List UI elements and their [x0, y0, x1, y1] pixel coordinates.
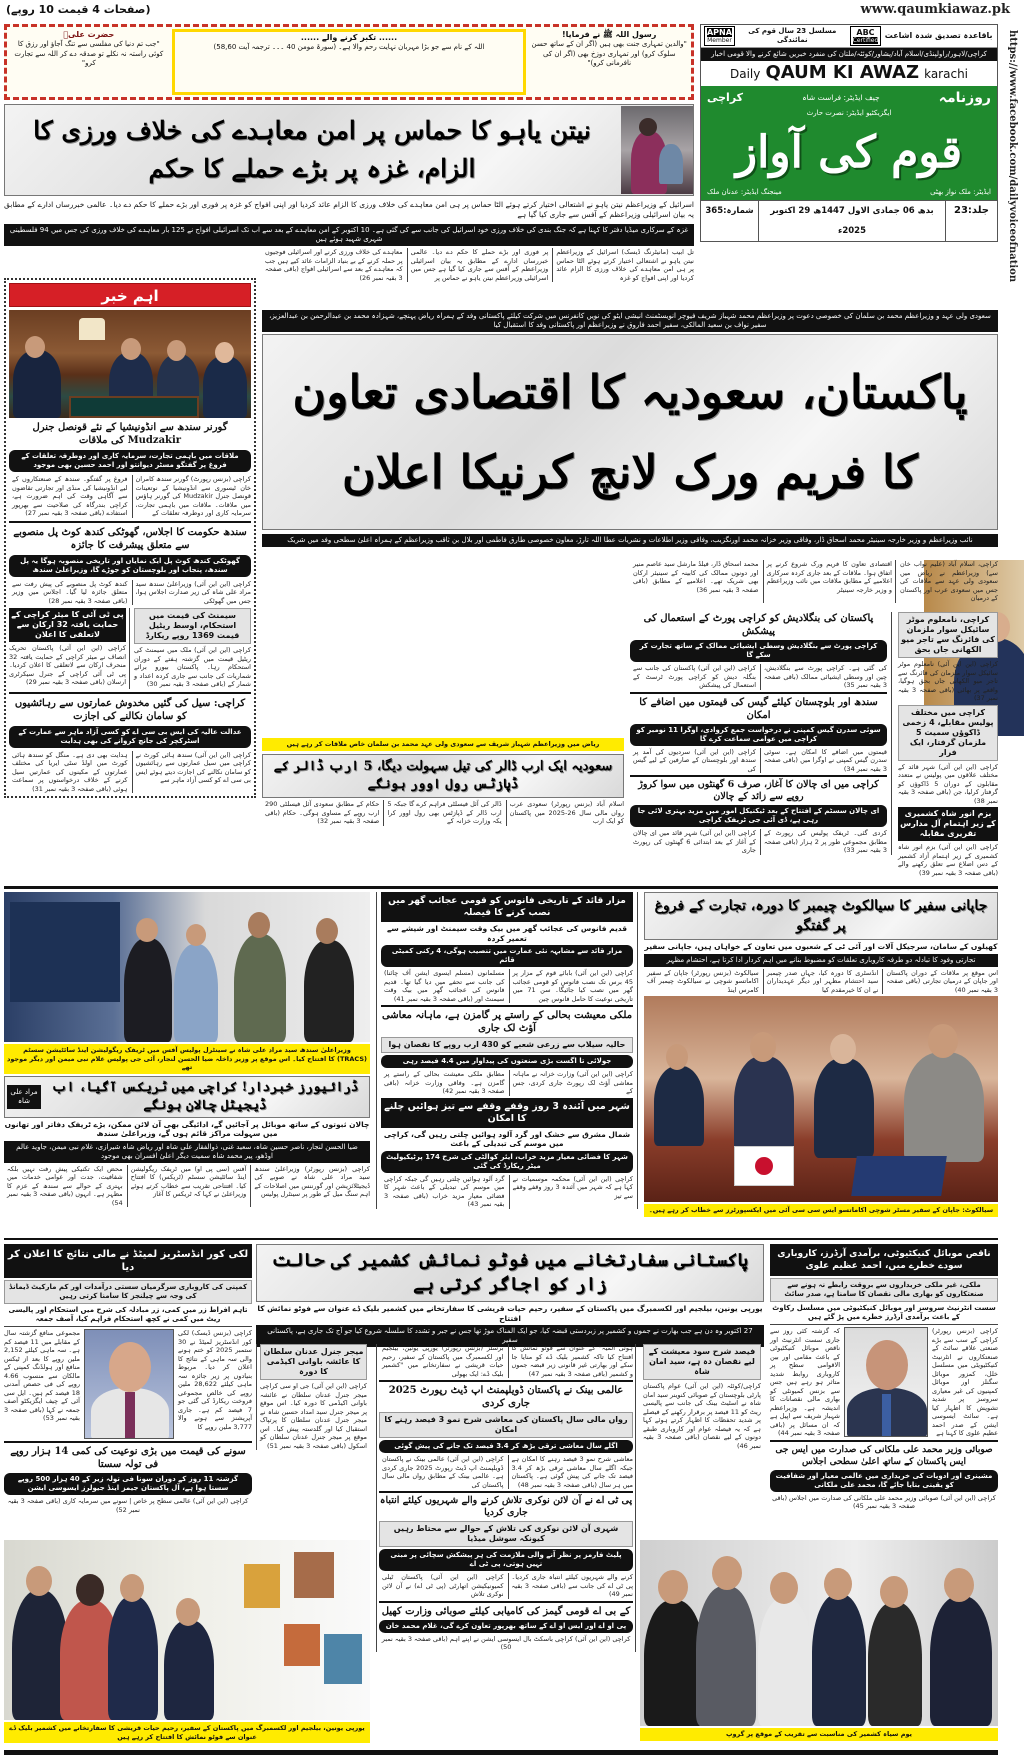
group-block: [640, 1540, 998, 1741]
pti-box-text: کراچی (این این آئی) پاکستان تحریک انصاف نے میئر کراچی کے حمایت یافتہ 32 منحرف ارکان سے لاتعلقی کا اعلان کردیا۔ پی ٹی آئی کراچی کے جنرل سیکرٹری ارسلان (باقی صفحہ 3 بقیہ نمبر 29): [9, 644, 126, 686]
group-photo: [640, 1540, 998, 1726]
lead-headline-banner: [4, 104, 694, 196]
kashmir-columns: [379, 1344, 633, 1378]
issue-date: بدھ 06 جمادی الاول 1447ھ 29 اکتوبر 2025ء: [770, 206, 934, 236]
tracs-tag: مراد علی شاہ: [7, 1085, 41, 1109]
divider: [630, 775, 887, 777]
masthead-tagline-row: [701, 25, 997, 48]
person-figure: [164, 1620, 214, 1720]
volume: جلد:23: [945, 201, 997, 241]
kashmir-headline: پاکستانی سفارتخانے میں فوٹو نمائش کشمیر کی حالت زار کو اجاگر کرتی ہے: [271, 1250, 749, 1295]
lamp: [79, 318, 105, 340]
important-news-col: کراچی (بزنس رپورٹ) گورنر سندھ کامران خان ٹیسوری سے انڈونیشیا کے نوتعینات قونصل جنرل Mudzakir کی گورنر ہاؤس میں ملاقات۔ ملاقات میں باہمی تجارت، سرمایہ کاری اور دوطرفہ تعلقات کے: [132, 475, 252, 518]
woman-head: [76, 1574, 104, 1606]
japan-columns: [644, 969, 998, 995]
website-url[interactable]: www.qaumkiawaz.pk: [860, 2, 1010, 17]
tracs-launch-photo: [4, 892, 370, 1042]
gas-bar: سوئی سدرن گیس کمپنی نے درخواست جمع کروادی، اوگرا 11 نومبر کو کراچی میں عوامی سماعت کرے گا: [630, 724, 887, 746]
divider: [9, 521, 251, 523]
lantern-col: کراچی (این این آئی) بابائے قوم کے مزار پر 45 برس تک نصب فانوس کو قومی عجائب گھر میں نصب کیا جائیگا۔ سن 71 میں تاریخی نوعیت کا حامل فانوس چین: [509, 969, 634, 1003]
section-divider: [4, 886, 998, 889]
person-head: [176, 1598, 200, 1626]
wind-bar: شہر کا فضائی معیار مزید خراب، ایئر کوالٹی کی شرح 174 پرٹیکیولیٹ میٹر ریکارڈ کی گئی: [381, 1151, 633, 1173]
quotes-strip: [4, 24, 694, 100]
lead-col: تل ابیب (مانیٹرنگ ڈیسک) اسرائیل کے وزیراعظم نیتن یاہو نے اشتعالی اختیار کرتے ہوئے الٹا حماس پر ہی امن معاہدے کی خلاف ورزی کا الزام عائد کردیا اور اپنی افواج کو غزہ: [552, 248, 694, 282]
economy-headline: ملکی معیشت بحالی کے راستے پر گامزن ہے، ماہانہ معاشی آؤٹ لک جاری: [381, 1010, 633, 1034]
right-boxes: [898, 612, 998, 877]
buildings-columns: [9, 751, 251, 794]
pti-box-title: پی ٹی آئی کا میئر کراچی کے حمایت یافتہ 32 ارکان سے لاتعلقی کا اعلان: [9, 608, 126, 642]
lead-columns: [262, 248, 694, 282]
person-head: [186, 924, 206, 946]
mobile-col-left: کہ گزشتہ کئی روز سے جاری سست انٹرنیٹ اور ناقص موبائل کنیکٹیوٹی کے باعث مقامی اور بین الاقوامی سطح پر کاروباری روابط شدید متاثر ہو رہے ہیں جس سے بزنس کمیونٹی کو بھاری مالی نقصانات کا اندیشہ ہے۔ وزیراعظم شہباز شریف سے اپیل ہے کہ ان مسائل پر (باقی صفحہ 3 بقیہ نمبر 44): [770, 1327, 840, 1437]
banner-board: [10, 902, 120, 1002]
footer-rule: [4, 1750, 998, 1755]
officer-figure: [234, 934, 286, 1042]
english-name: QAUM KI AWAZ: [765, 62, 919, 83]
divider: [4, 1441, 252, 1443]
important-news-columns: [9, 475, 251, 518]
alvi-head: [866, 1340, 908, 1390]
oil-col: ڈالر کی آئل فیسلٹی فراہم کرے گا جبکہ 5 ارب ڈالر کے ڈپازٹس بھی رول اوور کرا یکہ وزارت خزانہ کے: [383, 800, 501, 826]
echallan-headline: کراچی میں ای چالان کا آغاز، صرف 6 گھنٹوں میں سوا کروڑ روپے سے زائد کے چالان: [638, 779, 879, 802]
person-head: [167, 340, 186, 361]
executive-editor: ایگزیکٹیو ایڈیٹر: نصرت حارث: [806, 109, 892, 117]
saudi-headline: پاکستان، سعودیہ کا اقتصادی تعاون کا فریم ورک لانچ کرنیکا اعلان: [292, 365, 968, 499]
gold-headline: سونے کی قیمت میں بڑی نوعیت کی کمی 14 ہزار روپے فی تولہ سستا: [10, 1446, 246, 1470]
editor: ایڈیٹر: ملک نواز بھٹی: [930, 188, 991, 196]
person-figure: [696, 1586, 756, 1726]
divider: [630, 692, 887, 694]
wind-col: کراچی (این این آئی) محکمہ موسمیات نے کہا ہے کہ شہر میں آئندہ 3 روز وقفے وقفے سے تیز: [509, 1175, 634, 1209]
kashmir-sub: یورپی یونین، بیلجیم اور لکسمبرگ میں پاکستان کے سفیر، رحیم حیات قریشی کا سفارتخانے میں کشمیر بلیک ڈے عنوان سے فوٹو نمائش کا افتتاح: [257, 1304, 763, 1323]
mobile-sub: سست انٹرنیٹ سروسز اور موبائل کنیکٹیوٹی میں مسلسل رکاوٹ کے باعث برآمدی آرڈرز خطرے میں پڑ گئے ہیں: [770, 1304, 998, 1325]
exhibit-poster: [294, 1552, 334, 1598]
kashmir-col: برسلز (بزنس رپورٹر) یورپی یونین، بیلجیم اور لکسمبرگ میں پاکستان کے سفیر، رحیم حیات قریشی نے سفارتخانے میں "کشمیر بلیک ڈے: ایک بھولی: [382, 1344, 504, 1378]
person-head: [25, 336, 45, 358]
issue-row: [701, 200, 997, 241]
sindh-govt-headline: سندھ حکومت کا اجلاس، گھوٹکی کندھ کوٹ پل منصوبے سے متعلق پیشرفت کا جائزہ: [13, 526, 247, 551]
saudi-kicker: سعودی ولی عہد و وزیراعظم محمد بن سلمان کی خصوصی دعوت پر وزیراعظم محمد شہباز شریف فیوچر انویسٹمنٹ انیشی ایٹو کی نویں کانفرنس میں شرکت کیلئے پاکستانی وفد کے ہمراہ ریاض پہنچے، شہزادہ محمد بن عبدالرحمن بن عبدالعزیز، سفیر نواف بن سعید المالکی، سفیر احمد فاروق نے وزیراعظم اور پاکستانی وفد کا استقبال کیا: [262, 310, 998, 332]
person-head: [215, 342, 234, 363]
lucky-col-right: کراچی (بزنس ڈیسک) لکی کور انڈسٹریز لمیٹڈ نے 30 ستمبر 2025 کو ختم ہونے والی سہ ماہی کے نتائج کا اعلان کر دیا۔ مربوط بنیادوں پر زیر جائزہ سہ ماہی کیلئے 28,622 ملین روپے کی خالص مجموعی فروخت ریکارڈ کی گئی جو 7 فیصد کم ہے۔ جاری آپریشنز سے ہونے والا 3,777 ملین روپے کا: [178, 1329, 252, 1431]
important-news-bar: ملاقات میں باہمی تجارت، سرمایہ کاری اور دوطرفہ تعلقات کے فروغ پر گفتگو مسٹر دیوانتو اور احمد حسین بھی موجود: [9, 450, 251, 472]
tracs-col: آفس (سی پی او) میں ٹریفک ریگولیشن اینڈ سائٹیشن سسٹم (ٹریکس) کا افتتاح کیا۔ افتتاحی تقریب سے خطاب کرتے ہوئے وزیراعلیٰ نے کہا کہ ٹریکس کا آغاز: [127, 1165, 247, 1208]
important-news-label: اہم خبر: [9, 283, 251, 307]
lead-summary: اسرائیل کے وزیراعظم نیتن یاہو نے اشتعالی اختیار کرتے ہوئے الٹا حماس پر ہی امن معاہدے کی خلاف ورزی کا الزام عائد کردیا اور اپنی افواج کو غزہ پر فوری اور بڑے حملے کا حکم دے دیا۔ عالمی خبررساں ادارے کے مطابق یہ بیان اسرائیلی وزیراعظم کے آفس سے جاری کیا گیا ہے: [4, 200, 694, 219]
mobile-col-right: کراچی (بزنس رپورٹر) کراچی کے سب سے بڑے صنعتی علاقے سائٹ کے صنعتکاروں نے انٹرنیٹ کنیکٹیویٹی میں مسلسل خلل، کمزور موبائل سگنلز اور موبائل کمپنیوں کی غیر معیاری سروسز پر شدید تشویش کا اظہار کیا ہے۔ سائٹ ایسوسی ایشن کے صدر احمد عظیم علوی کا کہنا ہے: [932, 1327, 998, 1437]
makhdoom-bar: مشینری اور ادویات کی خریداری میں عالمی معیار اور شفافیت کو یقینی بنایا جائے گا، محمد علی ملکانی: [770, 1470, 998, 1492]
governor-meeting-photo: [9, 310, 251, 418]
woman-head: [639, 118, 657, 136]
tagline-years: مسلسل 23 سال قوم کی نمائندگی: [748, 27, 837, 44]
buildings-col: ہدایت بھی دی ہے۔ منگل کو سندھ ہائی کورٹ میں اولڈ سٹی ایریا کی مختلف عمارتوں کے مکینوں کی عمارتیں سیل کرنے کے خلاف درخواستوں پر سماعت ہوئی (باقی صفحہ 3 بقیہ نمبر 31): [12, 750, 128, 793]
worldbank-col: کراچی (این این آئی) عالمی بینک نے پاکستان ڈویلپمنٹ اپ ڈیٹ رپورٹ 2025 جاری کردی ہے۔ عالمی بینک کے مطابق رواں مالی سال پاکستان کی: [382, 1455, 504, 1489]
quote-box: [9, 29, 169, 95]
economy-bar: جولائی تا اگست بڑی صنعتوں کی پیداوار میں 4.4 فیصد رہی: [381, 1055, 633, 1068]
person-figure: [930, 1596, 992, 1726]
exhibition-caption: یورپی یونین، بیلجیم اور لکسمبرگ میں پاکستان کے سفیر، رحیم حیات قریشی کا سفارتخانے میں کشمیر بلیک ڈے عنوان سے فوٹو نمائش کا افتتاح کر رہے ہیں: [4, 1722, 370, 1743]
japan-flag-circle: [755, 1157, 773, 1175]
worldbank-bar: اگلے سال معاشی ترقی بڑھ کر 3.4 فیصد تک جانے کی پیش گوئی: [379, 1440, 633, 1453]
tracs-columns: [4, 1165, 370, 1208]
interest-box-title: فیصد شرح سود معیشت کے لیے نقصان دہ ہے، سید امان شاہ: [643, 1344, 761, 1380]
right-box-title: کراچی، نامعلوم موٹر سائیکل سوار ملزمان کی فائرنگ سے تاجر میو الکھانی جاں بحق: [898, 612, 998, 658]
bangladesh-col: کراچی (این این آئی) پاکستان کی جانب سے بنگلہ دیش کو کراچی پورٹ ٹرسٹ کے استعمال کی پیشکش: [633, 664, 756, 689]
ceo-head: [109, 1342, 151, 1392]
tracs-col: محض ایک تکنیکی پیش رفت نہیں بلکہ شفافیت، جدت اور عوامی خدمات میں بہتری کے حوالے سے سندھ کے عزم کا مظہر ہے۔ انہوں (باقی صفحہ 3 بقیہ نمبر 54): [6, 1164, 123, 1207]
makhdoom-headline: صوبائی وزیر محمد علی ملکانی کی صدارت میں ایس جی ایس پاکستان کے ساتھ اعلیٰ سطحی اجلاس: [775, 1444, 993, 1467]
saudi-columns: [630, 560, 896, 603]
bangladesh-columns: [630, 664, 887, 690]
cement-pti-row: [9, 608, 251, 689]
right-box-title: کراچی میں مختلف پولیس مقابلے، 4 زخمی ڈاکوؤں سمیت 5 ملزمان گرفتار، ایک فرار: [898, 705, 998, 761]
right-box-text: کراچی (این این آئی) شہر قائد کے مختلف علاقوں میں پولیس نے متعدد مقابلوں کے دوران 5 ڈاکوؤں کو گرفتار کرلیا، جن (باقی صفحہ 3 بقیہ نمبر 38): [898, 762, 998, 805]
saudi-strip: نائب وزیراعظم و وزیر خارجہ سینیٹر محمد اسحاق ڈار، وفاقی وزیر خزانہ محمد اورنگزیب، وفاقی وزیر اطلاعات و نشریات عطا اللہ تارڑ، معاون خصوصی طارق فاطمی اور بلال بن ثاقب وزیراعظم کے ہمراہ اعلیٰ سطحی وفد میں شریک: [262, 534, 998, 547]
worldbank-grey: رواں مالی سال پاکستان کی معاشی شرح نمو 3 فیصد رہنے کا امکان: [379, 1412, 633, 1438]
economy-col: مطابق ملکی معیشت بحالی کے راستے پر گامزن ہے۔ وفاقی وزارت خزانہ (باقی صفحہ 3 بقیہ نمبر 42): [384, 1070, 505, 1095]
logo-top-row: [707, 89, 991, 107]
wind-sub: شمال مشرق سے خشک اور گرد آلود ہوائیں چلتی رہیں گی، کراچی میں موسم کی تبدیلی کے باعث: [383, 1129, 631, 1148]
person-figure: [904, 1052, 984, 1162]
bangladesh-col: کی گئی ہے۔ کراچی پورٹ سے بنگلادیش، چین اور وسطی ایشیائی ممالک (باقی صفحہ 3 بقیہ نمبر 35): [760, 664, 887, 690]
sindh-govt-bar: گھوٹکی کندھ کوٹ پل ایک نمایاں اور تاریخی منصوبہ ہوگا یہ پل سندھ، پنجاب اور بلوچستان کو جوڑے گا، وزیراعلیٰ سندھ: [9, 555, 251, 577]
kashmir-header: [256, 1244, 764, 1347]
person-head: [880, 1576, 908, 1608]
echallan-columns: [630, 829, 887, 855]
person-head: [120, 1574, 144, 1602]
pta-columns: [379, 1573, 633, 1599]
chief-editor: چیف ایڈیٹر: فراست شاہ: [802, 93, 880, 102]
person-head: [928, 1024, 958, 1058]
right-box-text: کراچی (این این آئی) نامعلوم موٹر سائیکل سوار ملزمان کی فائرنگ سے تاجر میو الکھانی جاں بحق ہوگیا، واقعے پر بھائی (باقی صفحہ 3 بقیہ نمبر 37): [898, 660, 998, 702]
person-head: [830, 1034, 856, 1064]
newspaper-logo: قوم کی آواز: [735, 127, 963, 178]
worldbank-columns: [379, 1455, 633, 1489]
oil-columns: [262, 800, 624, 826]
lantern-sub: قدیم فانوس کی عجائب گھر میں بیک وقت سیمنٹ اور شیشے سے تعمیر کردہ: [386, 924, 628, 943]
wind-col: گرد آلود ہوائیں چلتی رہیں گی جبکہ کراچی میں موسم کی تبدیلی کے باعث شہر کا فضائی معیار مزید خراب (باقی صفحہ 3 بقیہ نمبر 43): [384, 1174, 505, 1208]
buildings-col: کراچی (این این آئی) سندھ ہائی کورٹ نے کراچی میں سیل عمارتوں سے رہائشیوں کو سامان نکالنے کی اجازت دیتے ہوئے ایس بی سی اے کو کسی آزاد ماہر سے: [132, 751, 252, 794]
pta-headline: پی ٹی اے نے آن لائن نوکری تلاش کرنے والے شہریوں کیلئے انتباہ جاری کردیا: [379, 1495, 633, 1518]
oil-headline: سعودیہ ایک ارب ڈالر کی تیل سہولت دیگا، 5 ارب ڈالر کے ڈپازٹس رول اوور ہونگے: [273, 759, 613, 792]
cement-box-text: کراچی (این این آئی) ملک میں سیمنٹ کی ریٹیل قیمت میں گزشتہ ہفتے کے دوران استحکام رہا۔ پاکستان بیورو برائے شماریات کی جانب سے جاری کردہ اعداد و شمار کے (باقی صفحہ 3 بقیہ نمبر 30): [134, 646, 251, 688]
kashmir-col: ہوئی المیہ" کے عنوان سے فوٹو نمائش کا افتتاح کیا تاکہ کشمیر بلیک ڈے کو منایا جا سکے اور بھارتی غیر قانونی زیر قبضہ جموں و کشمیر (باقی صفحہ 3 بقیہ نمبر 47): [508, 1344, 634, 1378]
pta-col: کرنے والے شہریوں کیلئے انتباہ جاری کردیا۔ پی ٹی اے کی جانب سے (باقی صفحہ 3 بقیہ نمبر 49): [508, 1573, 634, 1599]
wind-headline: شہر میں آئندہ 3 روز وقفے وقفے سے تیز ہوائیں چلنے کا امکان: [381, 1098, 633, 1128]
sindh-govt-col: کراچی (این این آئی) وزیراعلیٰ سندھ سید مراد علی شاہ کی زیر صدارت اجلاس ہوا، جس میں گھوٹکی: [132, 580, 252, 606]
japan-headline-banner: [644, 892, 998, 940]
japan-col: انڈسٹری کا دورہ کیا، جہاں صدر چیمبر سید احتشام مظہر اور دیگر عہدیداران نے ان کا خیرمقدم کیا: [763, 969, 879, 995]
alvi-photo: [844, 1327, 928, 1437]
mobile-headline: ناقص موبائل کنیکٹیوٹی، برآمدی آرڈرز، کاروباری سودے خطرے میں، احمد عظیم علوی: [770, 1244, 998, 1276]
saudi-col: محمد اسحاق ڈار، فیلڈ مارشل سید عاصم منیر اور دونوں ممالک کی کابینہ کے سینیئر ارکان بھی شریک تھے۔ اعلامیے کے مطابق (باقی صفحہ 3 بقیہ نمبر 36): [633, 560, 759, 594]
pm-mbs-caption: ریاض میں وزیراعظم شہباز شریف سے سعودی ولی عہد محمد بن سلمان خاص ملاقات کر رہے ہیں: [262, 738, 624, 751]
section-divider: [4, 1238, 998, 1240]
japan-flag: [734, 1146, 794, 1186]
lead-col: معاہدے کی خلاف ورزی کرنے اور اسرائیلی فوجیوں پر حملہ کرنے کے بے بنیاد الزامات عائد کیے ہیں جب کہ معاہدے کے بعد سے اسرائیلی افواج (باقی صفحہ 3 بقیہ نمبر 26): [264, 248, 403, 282]
wind-columns: [381, 1175, 633, 1209]
saudi-headline-banner: [262, 334, 998, 530]
worldbank-headline: عالمی بینک نے پاکستان ڈویلپمنٹ اپ ڈیٹ رپورٹ 2025 جاری کردی: [388, 1385, 624, 1409]
quote-box: [529, 29, 689, 95]
worldbank-col: معاشی شرح نمو 3 فیصد رہنے کا امکان ہے جبکہ اگلے سال معاشی ترقی بڑھ کر 3.4 فیصد تک جانے کی پیش گوئی ہے۔ پاکستان میں ہر سال (باقی صفحہ 3 بقیہ نمبر 48): [508, 1455, 634, 1489]
mobile-column: [770, 1244, 998, 1511]
city-label: کراچی: [707, 91, 744, 104]
exhibition-photo: [4, 1540, 370, 1720]
adnan-box: [256, 1344, 370, 1450]
tie: [125, 1392, 135, 1439]
apna-badge: [704, 26, 735, 46]
oil-headline-banner: [262, 754, 624, 798]
person-figure: [13, 350, 61, 418]
pti-box-wrap: [9, 608, 130, 689]
pta-grey: شہری آن لائن نوکری کی تلاش کے حوالے سے محتاط رہیں کیونکہ سوشل میڈیا: [379, 1521, 633, 1547]
person-head: [750, 1032, 776, 1062]
person-figure: [174, 944, 218, 1042]
echallan-col: کردی گئی۔ ٹریفک پولیس کی رپورٹ کے مطابق مجموعی طور پر 2 ہزار (باقی صفحہ 3 بقیہ نمبر 33): [760, 829, 887, 855]
gas-col: کراچی (این این آئی) سردیوں کی آمد پر سندھ اور بلوچستان کے صارفین کے لیے گیس کی: [633, 747, 756, 773]
lucky-col-left: مجموعی منافع گزشتہ سال کے مقابلے میں 11 فیصد کم ہے۔ سہ ماہی کیلئے 2,152 ملین روپے کا بعد از ٹیکس منافع اور ہولڈنگ کمپنی کے مالکان سے منسوب 4.66 روپے کی فی حصص آمدنی 18 فیصد کم ہیں۔ ایل سی آئی کے چیف ایگزیکٹو آصف جمعہ نے کہا (باقی صفحہ 3 بقیہ نمبر 53): [4, 1329, 80, 1422]
issue-number: شمارہ:365: [701, 201, 759, 241]
saudi-left-col: کراچی، اسلام آباد (علیم نواب خان سے) وزیراعظم نے ریاض میں سعودی ولی عہد سے ملاقات کی جس میں سعودی عرب اور پاکستان کے درمیان: [900, 560, 998, 602]
lucky-column: [4, 1244, 252, 1514]
person-figure: [203, 356, 247, 418]
person-figure: [758, 1598, 812, 1726]
tracs-headline-banner: [4, 1076, 370, 1118]
lead-col: پر فوری اور بڑے حملے کا حکم دے دیا۔ عالمی خبررساں ادارے کے مطابق یہ بیان اسرائیلی وزیراعظم کے آفس سے جاری کیا گیا ہے جس میں اسرائیلی وزیراعظم نیتن یاہو نے حماس پر: [407, 248, 549, 282]
price-note: (صفحات 4 قیمت 10 روپے): [6, 3, 151, 16]
gas-headline: سندھ اور بلوچستان کیلئے گیس کی قیمتوں میں اضافے کا امکان: [639, 696, 878, 721]
mobile-grey: ملکی، غیر ملکی خریداروں سے بروقت رابطے نہ ہونے سے صنعتکاروں کو بھاری مالی نقصان کا سامنا ہے، صدر سائٹ: [770, 1278, 998, 1302]
japan-caption: سیالکوٹ: جاپان کے سفیر مسٹر شوچی اکاماتسو ایس سی سی آئی میں ایکسپورٹرز سے خطاب کر رہے ہیں۔: [644, 1204, 998, 1217]
divider: [379, 1380, 633, 1382]
lantern-col: مسلمانوں (مسلم ایسوی ایشن آف چائنا) کی جانب سے تحفے میں دیا گیا تھا۔ قدیم فانوس کی عجائب گھر میں بیک وقت سیمنٹ اور (باقی صفحہ 3 بقیہ نمبر 41): [384, 969, 505, 1003]
japan-sub: کھیلوں کے سامان، سرجیکل آلات اور آئی ٹی کے شعبوں میں تعاون کے خواہاں ہیں، جاپانی سفیر: [644, 942, 998, 951]
person-figure: [108, 1596, 158, 1720]
person-figure: [654, 1066, 704, 1146]
officer-head: [248, 912, 270, 938]
exhibition-block: [4, 1540, 370, 1743]
adnan-box-title: میجر جنرل عدنان سلطان کا عائشہ باوانی اکیڈمی کا دورہ: [260, 1344, 367, 1380]
divider: [9, 692, 251, 694]
adnan-box-text: کراچی (این این آئی) جی او سی کراچی میجر جنرل عدنان سلطان نے عائشہ باوانی اکیڈمی کا دورہ کیا۔ اس موقع پر میجر جنرل سید امداد حسین شاہ نے میجر جنرل عدنان سلطان کا پرتپاک استقبال کیا اور گلدستہ پیش کیا۔ اس موقع پر میجر جنرل عدنان سلطان کو اسکول (باقی صفحہ 3 بقیہ نمبر 51): [260, 1382, 367, 1450]
person-figure: [812, 1594, 866, 1726]
economy-columns: [381, 1070, 633, 1096]
bottom-middle-stack: [376, 1344, 636, 1652]
middle-stack: [376, 892, 638, 1209]
lucky-ceo-photo: [84, 1329, 174, 1439]
person-figure: [868, 1602, 922, 1726]
tracs-bar: ضیا الحسن لنجار، ناصر حسین شاہ، سعید غنی، ذوالفقار علی شاہ اور ریاض شاہ شیرازی، غلام نبی میمن، جاوید عالم اوڈھو، پیر محمد شاہ سمیت دیگر اعلیٰ افسران بھی موجود: [4, 1141, 370, 1163]
lead-headline: نیتن یاہو کا حماس پر امن معاہدے کی خلاف ورزی کا الزام، غزہ پر بڑے حملے کا حکم: [33, 116, 591, 183]
abc-badge-bottom: Certified: [852, 37, 879, 44]
buildings-headline: کراچی: سیل کی گئیں مخدوش عمارتوں سے رہائشیوں کو سامان نکالنے کی اجازت: [14, 697, 246, 722]
saudi-text-row: [630, 560, 998, 603]
oil-col: حکام کے مطابق سعودی آئل فیسلٹی 290 ارب روپے کے مساوی ہوگی۔ حکام (باقی صفحہ 3 بقیہ نمبر 32): [265, 800, 380, 825]
tracs-sub: چالان ثبوتوں کے ساتھ موبائل پر آجائیں گے، ادائیگی بھی آن لائن ممکن، بڑے ٹریفک دفاتر اور تھانوں میں سہولت مراکز قائم ہوں گے، وزیراعلیٰ سندھ: [4, 1119, 370, 1138]
lantern-columns: [381, 969, 633, 1003]
masthead: [700, 24, 998, 242]
tie: [882, 1394, 891, 1437]
japan-bar: تجارتی وفود کا تبادلہ دو طرفہ کاروباری تعلقات کو مضبوط بنانے میں اہم کردار ادا کرتا ہے، احتشام مظہر: [644, 954, 998, 967]
important-news-headline: گورنر سندھ سے انڈونیشیا کے نئے قونصل جنرل Mudzakir کی ملاقات: [32, 422, 228, 446]
person-figure: [644, 1600, 704, 1726]
person-head: [824, 1568, 852, 1600]
logo-bottom-row: [707, 188, 991, 197]
lantern-bar: مزار قائد سے مشابہہ نئی عمارت میں تنصیب ہوگی، 4 رکنی کمیٹی قائم: [381, 945, 633, 967]
right-box-title: بزم انور شاہ کشمیری کے زیر اہتمام آل مدارس تقریری مقابلہ: [898, 807, 998, 841]
english-title: [701, 61, 997, 86]
person-head: [944, 1568, 974, 1602]
games-bar: پی او اے اور ایس او اے کے ساتھ بھرپور تعاون کرے گی، غلام محمد خان: [379, 1620, 633, 1633]
right-box-text: کراچی (این این آئی) بزم انور شاہ کشمیری کے زیر اہتمام آزاد کشمیر کے دس اضلاع سے تعلق رکھنے والے (باقی صفحہ 3 بقیہ نمبر 39): [898, 843, 998, 877]
pta-bar: پلیٹ فارمز پر نظر آنے والی ملازمت کی ہر پیشکش سچائی پر مبنی نہیں ہوتی، پی ٹی اے: [379, 1549, 633, 1571]
bangladesh-headline: پاکستان کی بنگلادیش کو کراچی پورٹ کے استعمال کی پیشکش: [643, 613, 874, 637]
refugee-photo: [621, 106, 693, 194]
table: [69, 396, 199, 418]
officer-figure: [304, 940, 354, 1042]
person-head: [26, 1566, 52, 1596]
economy-grey: حالیہ سیلاب سے زرعی شعبے کو 430 ارب روپے کا نقصان ہوا: [381, 1037, 633, 1053]
quote-text: "جب تم دنیا کی مفلسی سے تنگ آجاؤ اور رزق کا کوئی راستہ نہ نکلے تو صدقہ دے کر اللہ سے تجارت کرو": [14, 40, 164, 67]
facebook-url[interactable]: https://www.facebook.com/dailyvoiceofnation: [1007, 30, 1018, 283]
tracs-caption: وزیراعلیٰ سندھ سید مراد علی شاہ نے سینٹرل پولیس آفس میں ٹریفک ریگولیشن اینڈ سائٹیشن سسٹم (TRACS) کا افتتاح کیا۔ اس موقع پر وزیر داخلہ ضیا الحسن لنجار، آئی جی پولیس غلام نبی میمن اور دیگر موجود تھے: [4, 1044, 370, 1074]
person-head: [658, 1570, 688, 1604]
quote-title: ...... تکبر کرنے والے ......: [300, 33, 398, 42]
lead-strip: غزہ کے سرکاری میڈیا دفتر کا کہنا ہے کہ جنگ بندی کی خلاف ورزی خود اسرائیل کی جانب سے کی گئی ہے۔ 10 اکتوبر کے امن معاہدے کے بعد سے اب تک اسرائیلی افواج نے 125 بار معاہدے کی خلاف ورزی کی جس میں 94 فلسطینی شہری شہید ہوئے ہیں: [4, 224, 694, 246]
tracs-column: [4, 892, 370, 1207]
oil-col: اسلام آباد (بزنس رپورٹر) سعودی عرب رواں مالی سال 26-2025 میں پاکستان کو ایک ارب: [506, 800, 624, 826]
person-figure: [734, 1056, 794, 1156]
saudi-col: اقتصادی تعاون کا فریم ورک شروع کرنے پر اتفاق ہوا۔ ملاقات کے بعد جاری کردہ سرکاری اعلامیے کے مطابق ملاقات میں نائب وزیراعظم و وزیر خارجہ سینیٹر: [763, 560, 893, 603]
center-right-stack: [630, 612, 892, 855]
games-text: کراچی (این این آئی) کراچی باسکٹ بال ایسوسی ایشن نے اپنے اہم (باقی صفحہ 3 بقیہ نمبر 50): [381, 1634, 631, 1651]
group-photo-caption: یوم سیاہ کشمیر کی مناسبت سے تقریب کے موقع پر گروپ: [640, 1728, 998, 1741]
echallan-col: کراچی (این این آئی) شہر قائد میں ای چالان کے آغاز کے بعد ابتدائی 6 گھنٹوں کی رپورٹ جاری: [633, 829, 757, 854]
person-head: [136, 918, 158, 942]
economy-col: کراچی (این این آئی) وزارت خزانہ نے ماہانہ معاشی آؤٹ لک رپورٹ جاری کردی، جس کے: [509, 1070, 634, 1096]
divider: [379, 1601, 633, 1603]
buildings-bar: عدالت عالیہ کی ایس بی سی اے کو کسی آزاد ماہر سے عمارت کے اسٹرکچر کی جانچ کروانے کی بھی ہدایت: [9, 726, 251, 748]
makhdoom-text: کراچی (این این آئی) صوبائی وزیر محمد علی ملکانی کی صدارت میں اجلاس (باقی صفحہ 3 بقیہ نمبر 45): [772, 1493, 996, 1510]
gold-text: کراچی (این این آئی) عالمی سطح پر خاص | سونے میں سرمایہ کاری (باقی صفحہ 3 بقیہ نمبر 52): [7, 1497, 249, 1514]
cement-box-title: سیمنٹ کی قیمت میں استحکام، اوسط ریٹیل قیمت 1369 روپے ریکارڈ: [134, 608, 251, 644]
sindh-govt-columns: [9, 580, 251, 606]
quote-box: [172, 29, 527, 95]
quote-title: رسول اللہ ﷺ نے فرمایا!: [561, 30, 657, 39]
japan-col: سیالکوٹ (بزنس رپورٹر) جاپان کے سفیر اکاماتسو شوچی نے سیالکوٹ چیمبر آف کامرس اینڈ: [646, 968, 759, 994]
english-city: karachi: [924, 67, 969, 81]
apna-badge-bottom: Member: [707, 37, 732, 44]
pta-col: کراچی (این این آئی) پاکستان ٹیلی کمیونیکیشن اتھارٹی (پی ٹی اے) نے آن لائن نوکری تلاش: [382, 1573, 504, 1598]
japan-column: [644, 892, 998, 1217]
abc-badge: [850, 26, 882, 46]
japan-col: اس موقع پر ملاقات کے دوران پاکستان اور جاپان کے درمیان تجارتی (باقی صفحہ 3 بقیہ نمبر 40): [882, 969, 998, 995]
lucky-body-row: [4, 1329, 252, 1439]
lantern-headline: مزار قائد کے تاریخی فانوس کو قومی عجائب گھر میں نصب کرنے کا فیصلہ: [381, 892, 633, 922]
japan-headline: جاپانی سفیر کا سیالکوٹ چیمبر کا دورہ، تجارت کے فروغ پر گفتگو: [654, 898, 988, 934]
exhibit-poster: [324, 1634, 362, 1684]
kashmir-bar: 27 اکتوبر وہ دن ہے جب بھارت نے جموں و کشمیر پر زبردستی قبضہ کیا، جو ایک المناک موڑ تھا جس نے جبر و تشدد کا سلسلہ شروع کیا جو آج تک جاری ہے، پاکستانی سفیر: [256, 1325, 764, 1347]
gold-bar: گزشتہ 11 روز کے دوران سونا فی تولہ زیر کے 40 ہزار 500 روپے سستا ہوا ہے، آل پاکستان جیمز اینڈ جیولرز ایسوسی ایشن: [4, 1473, 252, 1495]
kashmir-headline-banner: [256, 1244, 764, 1302]
divider: [381, 1005, 633, 1007]
exhibit-poster: [244, 1564, 280, 1608]
divider: [770, 1440, 998, 1442]
person-head: [770, 1572, 798, 1604]
mobile-body-row: [770, 1327, 998, 1438]
quote-title: حضرت علیؓ: [63, 30, 115, 39]
interest-box: [640, 1344, 764, 1450]
tagline: باقاعدہ تصدیق شدہ اشاعت: [884, 31, 993, 40]
person-figure: [124, 938, 172, 1042]
bangladesh-bar: کراچی پورٹ سے بنگلادیش وسطی ایشیائی ممالک کے ساتھ تجارت کر سکے گا: [630, 640, 887, 662]
gas-col: قیمتوں میں اضافے کا امکان ہے۔ سوئی سدرن گیس کمپنی نے اوگرا میں (باقی صفحہ 3 بقیہ نمبر 34): [760, 748, 887, 774]
echallan-bar: ای چالان سسٹم کے افتتاح کے بعد ٹیکنیکل امور میں مزید بہتری لائی جا رہی ہے، ڈی آئی جی ٹریفک کراچی: [630, 805, 887, 827]
english-daily: Daily: [729, 67, 761, 81]
exhibit-poster: [284, 1624, 320, 1666]
lucky-sub: تاہم افراط زر میں کمی، زر مبادلہ کی شرح میں استحکام اور پالیسی ریٹ میں کمی نے کچھ استحکام فراہم کیا، آصف جمعہ: [4, 1306, 252, 1327]
apna-badge-top: APNA: [706, 28, 732, 37]
person-head: [121, 338, 141, 360]
tracs-col: کراچی (بزنس رپورٹر) وزیراعلیٰ سندھ سید مراد علی شاہ نے صوبے کی ڈیجیٹلائزیشن اور گورننس میں اصلاحات کے اہم سنگ میل کے طور پر سینٹرل پولیس: [250, 1165, 370, 1208]
games-headline: کے بی اے قومی گیمز کی کامیابی کیلئے صوبائی وزارت کھیل: [381, 1605, 631, 1617]
divider: [379, 1491, 633, 1493]
japan-ambassador-photo: [644, 996, 998, 1202]
left-column: [4, 278, 256, 798]
lucky-headline: لکی کور انڈسٹریز لمیٹڈ نے مالی نتائج کا اعلان کر دیا: [4, 1244, 252, 1278]
roznama-label: روزنامہ: [938, 90, 991, 106]
cement-box-wrap: [134, 608, 251, 689]
quote-text: اللہ کے نام سے جو بڑا مہربان نہایت رحم والا ہے۔ (سورۃ مومن 40 ۔۔۔ ترجمہ آیت 58,60): [213, 43, 485, 51]
logo-panel: [701, 86, 997, 200]
sindh-govt-col: کندھ کوٹ پل منصوبے کی پیش رفت سے متعلق جائزہ لیا گیا۔ اجلاس میں وزیر (باقی صفحہ 3 بقیہ نمبر 28): [12, 579, 128, 605]
abc-badge-top: ABC: [856, 28, 875, 37]
person-head: [666, 1044, 688, 1070]
managing-editor: مینجنگ ایڈیٹر: عدنان ملک: [707, 188, 782, 196]
folder: [851, 1156, 947, 1196]
person-head: [712, 1556, 742, 1590]
gas-columns: [630, 748, 887, 774]
person-figure: [814, 1058, 874, 1158]
tracs-headline: ڈرائیورز خبردار! کراچی میں ٹریکس آگیا، اب ڈیجیٹل چالان ہونگے: [51, 1079, 359, 1113]
child-figure: [659, 144, 683, 184]
officer-head: [316, 918, 338, 944]
lucky-grey: کمپنی کی کاروباری سرگرمیاں سستی درآمدات اور کم مارکیٹ ڈیمانڈ کی وجہ سے چیلنجز کا سامنا کرتی رہیں: [4, 1280, 252, 1304]
important-news-col: فروغ پر گفتگو۔ سندھ کے صنعتکاروں کے لیے انڈونیشیا کی منڈی اور تجارتی تقاضوں سے آگاہی وقت کی اہم ضرورت ہے، کراچی بندرگاہ کی صلاحیت سے بھرپور استفادے (باقی صفحہ 3 بقیہ نمبر 27): [12, 475, 128, 517]
quote-text: "والدین تمہاری جنت بھی ہیں (اگر ان کے ساتھ حسن سلوک کرو) اور تمہاری دوزخ بھی (اگر ان کی نافرمانی کرو)": [531, 40, 687, 67]
interest-box-text: کراچی/کوئٹہ (این این آئی) عوام پاکستان پارٹی بلوچستان کے صوبائی کنوینر سید امان شاہ نے اسٹیٹ بینک کی جانب سے پالیسی ریٹ کو 11 فیصد پر برقرار رکھنے کے فیصلے پر شدید تحفظات کا اظہار کرتے ہوئے کہا ہے کہ یہ فیصلہ عوام اور کاروباری طبقے دونوں کے لیے نقصان (باقی صفحہ 3 بقیہ نمبر 46): [643, 1382, 762, 1450]
cities-strip: کراچی/لاہور/راولپنڈی/اسلام آباد/پشاور/کوئٹہ/ملتان کی منفرد خبریں شائع کرنے والا قومی اخبار: [701, 48, 997, 61]
